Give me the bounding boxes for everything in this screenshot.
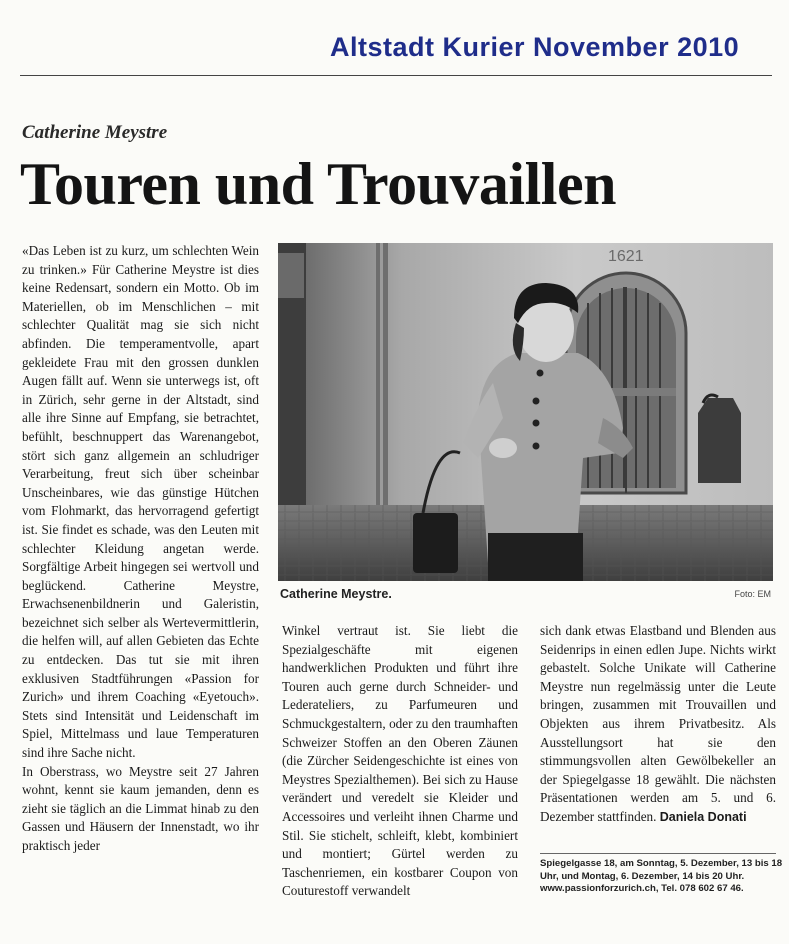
paragraph-4-text: sich dank etwas Elastband und Blenden aus Seidenrips in einen edlen Jupe. Nichts wirkt gebastelt. Solche Unikate will Catherine Meystre nun regelmässig unter die Leute bringen, zusammen mit Trouvaillen und Objekten aus ihrem Privatbesitz. Als Ausstellungsort hat sie den stimmungsvollen alten Gewölbekeller an der Spiegelgasse 18 gewählt. Die nächsten Präsentationen werden am 5. und 6. Dezember stattfinden. [540, 623, 776, 824]
author-kicker: Catherine Meystre [22, 122, 168, 143]
paragraph-3: Winkel vertraut ist. Sie liebt die Spezialgeschäfte mit eigenen handwerklichen Produkten und führt ihre Touren auch gerne durch Schneider- und Lederateliers, zu Parfumeuren und Schmuckgestaltern, oder zu den traumhaften Schweizer Stoffen an den Oberen Zäunen (die Zürcher Seidengeschichte ist eines von Meystres Spezialthemen). Bei sich zu Hause verändert und veredelt sie Kleider und Accessoires und verleiht ihnen Charme und Stil. Sie stichelt, schleift, klebt, kombiniert und montiert; Gürtel werden zu Taschenriemen, ein kostbarer Coupon von Couturestoff verwandelt [282, 623, 518, 899]
info-divider [540, 853, 776, 854]
photo-illustration [278, 243, 773, 581]
info-line-2: Uhr, und Montag, 6. Dezember, 14 bis 20 Uhr. [540, 870, 745, 882]
article-photo [278, 243, 773, 581]
paragraph-2: In Oberstrass, wo Meystre seit 27 Jahren wohnt, kennt sie kaum jemanden, denn es zieht sie täglich an die Limmat hinab zu den Gassen und Häusern der Innenstadt, wo ihr praktisch jeder [22, 763, 259, 853]
article-column-2 [282, 622, 518, 901]
photo-credit: Foto: EM [734, 589, 771, 599]
paragraph-4 [540, 622, 776, 827]
article-column-1 [22, 242, 259, 856]
photo-caption: Catherine Meystre. [280, 587, 392, 601]
door-number: 1621 [608, 248, 644, 265]
paragraph-1: «Das Leben ist zu kurz, um schlechten Wein zu trinken.» Für Catherine Meystre ist dies keine Redensart, sondern ein Motto. Ob im Materiellen, ob im Menschlichen – mit schlechter Qualität mag sie sich nicht abfinden. Die temperamentvolle, apart gekleidete Frau mit den grossen dunklen Augen fällt auf. Wenn sie unterwegs ist, oft in Zürich, sehr gerne in der Altstadt, sind alle ihre Sinne auf Empfang, sie betrachtet, befühlt, beschnuppert das Warenangebot, stört sich ganz allgemein an schludriger Verarbeitung, freut sich über scheinbar Unscheinbares, wie das günstige Hütchen vom Flohmarkt, das hervorragend gefertigt ist. Sie findet es schade, was den Leuten mit schlechter Kleidung angetan werde. Sorgfältige Arbeit hingegen sei wertvoll und beglückend. Catherine Meystre, Erwachsenenbildnerin und Galeristin, bezeichnet sich selber als Wertevermittlerin, die helfen will, auf allen Gebieten das Echte zu entdecken. Das tut sie mit ihren exklusiven Stadtführungen «Passion for Zurich» und ihrem Coaching «Eyetouch». Stets sind Intensität und Leidenschaft im Spiel, Mittelmass und laue Temperaturen sind ihre Sache nicht. [22, 243, 259, 761]
info-line-3: www.passionforzurich.ch, Tel. 078 602 67 46. [540, 883, 744, 894]
event-info-box [540, 858, 783, 896]
masthead: Altstadt Kurier November 2010 [330, 32, 740, 62]
article-headline: Touren und Trouvaillen [20, 151, 616, 217]
article-column-3 [540, 622, 776, 827]
info-line-1: Spiegelgasse 18, am Sonntag, 5. Dezember, 13 bis 18 [540, 858, 783, 869]
top-divider [20, 75, 772, 76]
author-signature: Daniela Donati [659, 809, 747, 824]
